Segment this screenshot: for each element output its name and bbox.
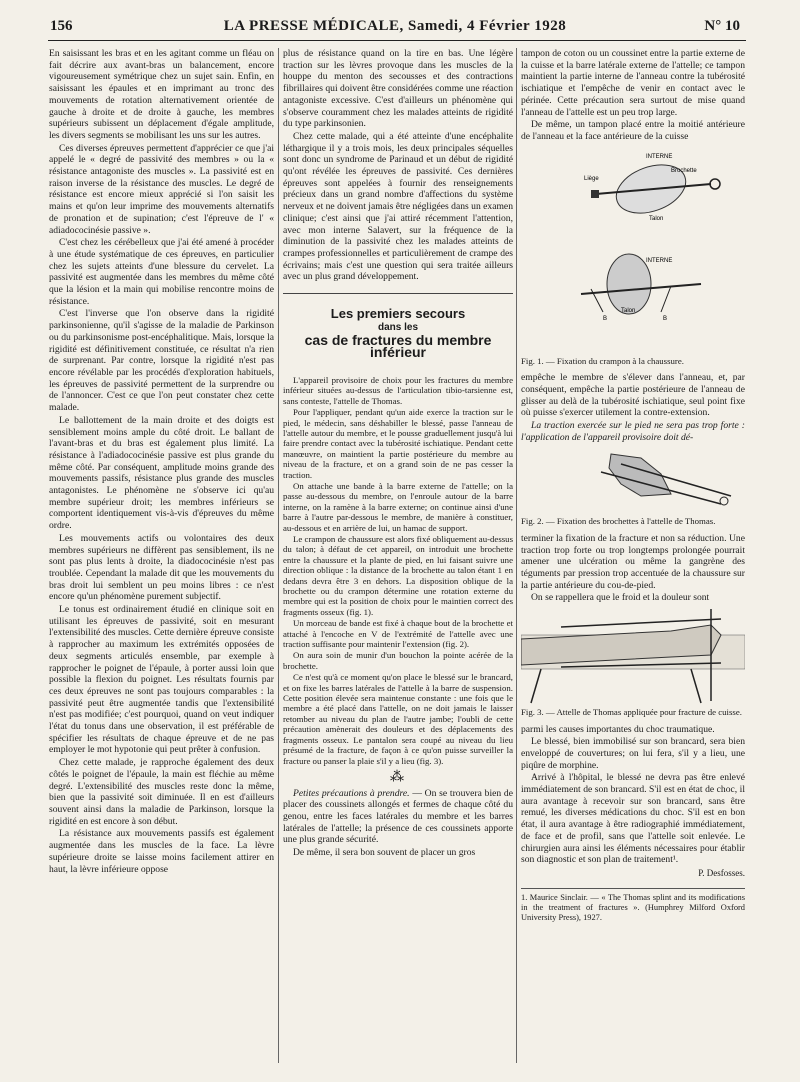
fig1-label: Brochette [671, 167, 697, 174]
journal-title: LA PRESSE MÉDICALE, Samedi, 4 Février 1928 [223, 18, 567, 34]
figure-3 [521, 605, 745, 705]
fig2-illustration [521, 444, 745, 514]
section-stars: ⁂ [390, 769, 406, 785]
figure-caption: Fig. 1. — Fixation du crampon à la chaussure. [521, 355, 684, 366]
paragraph: Pour l'appliquer, pendant qu'un aide exerce la traction sur le pied, le médecin, sans déshabiller le blessé, passe l'anneau de l'attelle autour du membre, et le pousse graduellement jusqu'à lui faire prendre contact avec la tubérosité ischiatique. Pendant cette manœuvre, on maintient la partie postérieure du membre au niveau de la fracture, et on a grand soin de ne pas cesser la traction. [283, 407, 513, 480]
stretcher-leg [531, 669, 541, 703]
column-2 [283, 48, 513, 1068]
paragraph: On se rappellera que le froid et la douleur sont [531, 592, 710, 604]
fig3-illustration [521, 605, 745, 705]
paragraph: Arrivé à l'hôpital, le blessé ne devra pas être enlevé immédiatement de son brancard. S'il est en état de choc, il aura avantage à recevoir sur son brancard, sans être remué, les diverses médications du choc. S'il est en bon état, il aura avantage à être radiographié immédiatement, de face et de profil, sans que l'attelle soit enlevée. Le chirurgien aura ainsi les éléments nécessaires pour établir son diagnostic et son plan de traitement¹. [521, 772, 745, 866]
fig1-label: INTERNE [646, 153, 673, 160]
article-title-line: Les premiers secours [330, 306, 466, 322]
paragraph: La traction exercée sur le pied ne sera pas trop forte : l'application de l'appareil provisoire doit dé- [521, 419, 745, 443]
paragraph: De même, il sera bon souvent de placer un gros [293, 847, 476, 859]
paragraph: plus de résistance quand on la tire en bas. Une légère traction sur les lèvres provoque dans les muscles de la houppe du menton des secousses et des contractions fibrillaires qui doivent être considérées comme une réaction antagoniste excessive. C'est d'ailleurs un phénomène qui s'observe couramment chez les malades atteints de rigidité du type parkinsonien. [283, 48, 513, 130]
paragraph: Ces diverses épreuves permettent d'apprécier ce que j'ai appelé le « degré de passivité des membres » ou la « résistance antagoniste des muscles ». La passivité est en raison inverse de la résistance des muscles. Le degré de résistance est encore mieux apprécié si l'on saisit les mains et qu'on leur imprime des mouvements alternatifs de pronation et de supination; c'est l'épreuve de l' « adiadococinésie passive ». [49, 142, 274, 236]
paragraph: Le ballottement de la main droite et des doigts est sensiblement moins ample du côté droit. Le ballant de l'avant-bras et du bras est également plus limité. La résistance à l'adiadococinésie passive est plus grande du même côté. Par conséquent, amplitude moins grande des mouvements passifs, résistance plus grande des muscles antagonistes. Le phénomène ne s'observe ici qu'au membre supérieur droit; les membres inférieurs se comportent identiquement vis-à-vis d'épreuves du même ordre. [49, 414, 274, 532]
article-title-line: dans les [377, 321, 419, 333]
column-1 [49, 48, 274, 1068]
article-title [283, 308, 513, 359]
paragraph: C'est chez les cérébelleux que j'ai été amené à procéder à une étude systématique de ces épreuves, en particulier chez les sujets atteints d'une blessure du cervelet. La passivité est augmentée dans les membres du même côté que la lésion et la main qui mobilise rencontre moins de résistance. [49, 237, 274, 307]
shoe-icon [609, 454, 671, 496]
column-divider [278, 48, 279, 1063]
fig1-label: Talon [649, 215, 664, 222]
subsection-lead: Petites précautions à prendre. [293, 787, 410, 799]
paragraph: Les mouvements actifs ou volontaires des deux membres supérieurs ne diffèrent pas sensiblement, ils ne sont pas plus lents à droite, la diadococinésie n'est pas troublée. Cependant la malade dit que les mouvements du bras droit lui semblent un peu moins libres : ce n'est encore qu'un phénomène purement subjectif. [49, 532, 274, 603]
column-3 [521, 48, 745, 1068]
paragraph: Un morceau de bande est fixé à chaque bout de la brochette et attaché à l'encoche en V de l'extrémité de l'attelle avec une traction suffisante pour maintenir l'extension (fig. 2). [283, 618, 513, 650]
paragraph: L'appareil provisoire de choix pour les fractures du membre inférieur situées au-dessus de l'articulation tibio-tarsienne est, sans conteste, l'attelle de Thomas. [283, 374, 513, 406]
paragraph: Chez cette malade, je rapproche également des deux côtés le poignet de l'épaule, la main est fléchie au même degré. L'extensibilité des muscles reste donc la même, bien que la passivité soit diminuée. Il en est d'ailleurs souvent ainsi dans la maladie de Parkinson, lorsque la rigidité en est encore à son début. [49, 757, 274, 827]
paragraph: Le blessé, bien immobilisé sur son brancard, sera bien enveloppé de couvertures; on lui fera, s'il y a lieu, une piqûre de morphine. [521, 736, 745, 771]
paragraph: Chez cette malade, qui a été atteinte d'une encéphalite léthargique il y a trois mois, les deux principales séquelles sont donc un syndrome de Parinaud et un début de rigidité qu'ont révélée les épreuves de passivité. Ces dernières épreuves sont appelées à fournir des renseignements précieux dans un grand nombre d'affections du système nerveux et ne doivent jamais être négligées dans un examen clinique; c'est ainsi que j'ai attiré récemment l'attention, avec mon interne Salavert, sur la fréquence de la diminution de la passivité chez les malades atteints de crampes professionnelles et particulièrement de crampe des écrivains; mais c'est une question qui sera traitée ailleurs avec un plus grand développement. [283, 130, 513, 283]
paragraph: On aura soin de munir d'un bouchon la pointe acérée de la brochette. [283, 650, 513, 671]
cork-icon [591, 190, 599, 198]
ring-icon [710, 179, 720, 189]
column-divider [516, 48, 517, 1063]
paragraph: terminer la fixation de la fracture et non sa réduction. Une traction trop forte ou trop longtemps prolongée pourrait amener une ulcération ou même la gangrène des téguments par pression trop accentuée de la chaussure sur la partie antérieure du cou-de-pied. [521, 532, 745, 591]
fig1-label: Liège [584, 175, 599, 182]
heel-icon [607, 254, 651, 314]
page-header [50, 18, 740, 40]
stretcher-leg [691, 669, 701, 703]
footnote: 1. Maurice Sinclair. — « The Thomas splint and its modifications in the treatment of fractures ». (Humphrey Milford Oxford University Press), 1927. [521, 888, 745, 924]
paragraph: On attache une bande à la barre externe de l'attelle; on la passe au-dessous du membre, on l'enroule autour de la barre interne, on la ramène à la barre externe; on continue ainsi d'une barre à l'autre par-dessous le membre, de manière à constituer, au-dessous et en arrière de lui, un hamac de support. [283, 480, 513, 533]
paragraph: Le crampon de chaussure est alors fixé obliquement au-dessus du talon; à défaut de cet appareil, on introduit une brochette entre la chaussure et la plante de pied, en lui faisant suivre une direction oblique : la distance de la brochette au talon étant 1 en dedans devra être 3 en dehors. La disposition oblique de la brochette ou du crampon détermine une rotation externe du membre qui est la position de choix pour le maintien correct des fragments osseux (fig. 1). [283, 533, 513, 617]
fig1-label: B [603, 315, 608, 322]
paragraph: — On se trouvera bien de placer des coussinets allongés et fermes de chaque côté du genou, entre les faces latérales du membre et les barres latérales de l'attelle; la présence de ces coussinets apporte une plus grande sécurité. [283, 787, 513, 846]
fig1-label: Talon [621, 307, 636, 314]
fig1-label: INTERNE [646, 257, 673, 264]
fig1-illustration [521, 144, 745, 354]
article-separator [283, 293, 513, 294]
issue-number: N° 10 [704, 18, 740, 34]
paragraph: De même, un tampon placé entre la moitié antérieure de l'anneau et la face antérieure de la cuisse [521, 119, 745, 142]
article-title-line: cas de fractures du membre inférieur [304, 332, 492, 361]
paragraph: tampon de coton ou un coussinet entre la partie externe de la cuisse et la barre latérale externe de l'attelle; ce tampon maintient la partie interne de l'anneau contre la tubérosité ischiatique et l'empêche de venir en contact avec le périnée. Cette précaution sera surtout de mise quand l'anneau de l'attelle est un peu trop large. [521, 48, 745, 118]
paragraph: En saisissant les bras et en les agitant comme un fléau on fait décrire aux avant-bras un balancement, encore vigoureusement symétrique chez un sujet sain. Enfin, en saisissant les épaules et en imprimant au tronc des mouvements de rotation alternativement orientée de gauche à droite et de droite à gauche, les membres supérieurs subissent un déplacement d'égale amplitude, les divers segments se mobilisant les uns sur les autres. [49, 48, 274, 141]
splint-bar [561, 619, 721, 627]
notch-icon [720, 497, 728, 505]
header-rule [48, 40, 746, 41]
paragraph: Ce n'est qu'à ce moment qu'on place le blessé sur le brancard, et on fixe les barres latérales de l'attelle à la barre de suspension. Cette position élevée sera maintenue constante : une fois que le membre a été placé dans l'attelle, on ne doit jamais le laisser retomber au niveau du plan de l'autre jambe; l'oubli de cette précaution amènerait des douleurs et des déplacements des fragments osseux. Le pantalon sera coupé au niveau du lieu présumé de la fracture, de façon à ce qu'on puisse surveiller la fracture ou panser la plaie s'il y a lieu (fig. 3). [283, 672, 513, 766]
figure-caption: Fig. 3. — Attelle de Thomas appliquée pour fracture de cuisse. [521, 707, 742, 718]
figure-caption: Fig. 2. — Fixation des brochettes à l'attelle de Thomas. [521, 516, 716, 527]
paragraph: Le tonus est ordinairement étudié en clinique soit en utilisant les épreuves de passivité, soit en mesurant l'extensibilité des muscles. Cette dernière épreuve consiste à rapprocher au maximum les extrémités opposées de deux segments articulés ensemble, par exemple à rapprocher le poignet de l'épaule, à porter aussi loin que possible la flexion du poignet. Les résultats fournis par ces deux épreuves ne sont pas toujours comparables : la passivité peut être augmentée tandis que l'extensibilité n'est pas modifiée; c'est pourquoi, quand on veut indiquer l'état du tonus dans une observation, il est préférable de spécifier les résultats de chaque épreuve et de ne pas employer le mot hypotonie qui peut prêter à confusion. [49, 604, 274, 756]
fig1-label: B [663, 315, 668, 322]
figure-1 [521, 144, 745, 354]
author-signature: P. Desfosses. [698, 868, 745, 878]
figure-2 [521, 444, 745, 514]
paragraph: La résistance aux mouvements passifs est également augmentée dans les muscles de la face. La lèvre supérieure droite se laisse moins facilement attirer en haut, la lèvre inférieure oppose [49, 828, 274, 875]
page-number: 156 [50, 18, 73, 34]
paragraph: empêche le membre de s'élever dans l'anneau, et, par conséquent, empêche la partie postérieure de l'anneau de glisser au delà de la tubérosité ischiatique, seul point fixe où puisse s'exercer utilement la contre-extension. [521, 372, 745, 419]
pointer-line [661, 286, 671, 312]
paragraph: C'est l'inverse que l'on observe dans la rigidité parkinsonienne, qu'il s'agisse de la maladie de Parkinson ou du parkinsonisme post-encéphalitique. Mais, lorsque la rigidité est définitivement constituée, ce résultat n'a rien de surprenant. Par contre, lorsque la rigidité n'est pas encore révélable par les procédés d'exploration habituels, les épreuves de passivité permettent de la surprendre ou de l'annoncer. C'est ce que l'on peut constater chez cette malade. [49, 308, 274, 414]
paragraph: parmi les causes importantes du choc traumatique. [521, 723, 715, 735]
